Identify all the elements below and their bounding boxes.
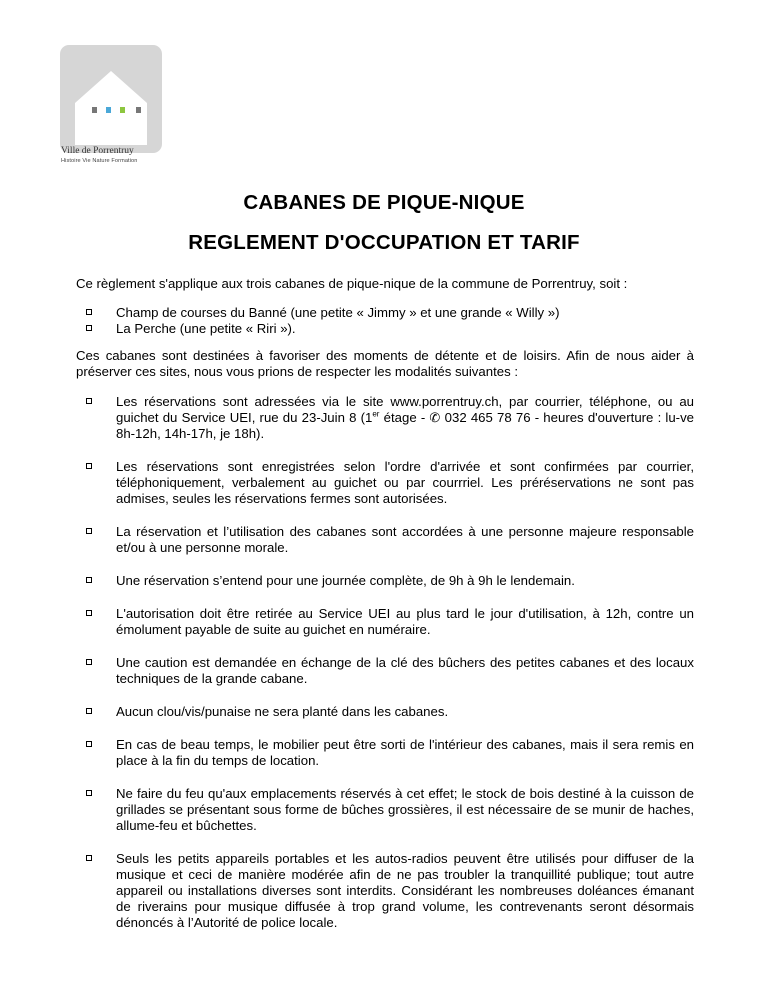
rule-item: Seuls les petits appareils portables et les autos-radios peuvent être utilisés pour diffuser de la musique et ceci de manière modérée afin de ne pas troubler la tranquillité publique; tout autre appareil ou installations diverses sont interdits. Considérant les nombreuses doléances émanant de riverains pour musique diffusée à trop grand volume, les contrevenants seront désormais dénoncés à l’Autorité de police locale. (76, 851, 694, 931)
checkbox-bullet-icon (86, 790, 92, 796)
checkbox-bullet-icon (86, 610, 92, 616)
page-subtitle: REGLEMENT D'OCCUPATION ET TARIF (188, 231, 580, 254)
logo-tagline: Histoire Vie Nature Formation (61, 158, 138, 164)
intro-paragraph: Ce règlement s'applique aux trois cabanes de pique-nique de la commune de Porrentruy, soit : (76, 276, 628, 291)
logo-grey-square (136, 107, 141, 113)
superscript: er (372, 409, 380, 419)
rule-item: Ne faire du feu qu'aux emplacements réservés à cet effet; le stock de bois destiné à la cuisson de grillades se présentant sous forme de bûches grossières, il est nécessaire de se munir de haches, allume-feu et bûchettes. (76, 786, 694, 834)
logo-blue-square (106, 107, 111, 113)
document-body (76, 276, 694, 948)
rule-item: Les réservations sont enregistrées selon l'ordre d'arrivée et sont confirmées par courrier, téléphoniquement, verbalement au guichet ou par courrriel. Les préréservations ne sont pas admises, seules les réservations fermes sont autorisées. (76, 459, 694, 507)
checkbox-bullet-icon (86, 309, 92, 315)
checkbox-bullet-icon (86, 855, 92, 861)
checkbox-bullet-icon (86, 398, 92, 404)
rule-item (76, 394, 694, 442)
checkbox-bullet-icon (86, 463, 92, 469)
page-title: CABANES DE PIQUE-NIQUE (243, 191, 525, 214)
intro-paragraph-2: Ces cabanes sont destinées à favoriser des moments de détente et de loisirs. Afin de nous aider à préserver ces sites, nous vous prions de respecter les modalités suivantes : (76, 348, 694, 379)
rule-item: Une caution est demandée en échange de la clé des bûchers des petites cabanes et des locaux techniques de la grande cabane. (76, 655, 694, 687)
rule-item: L'autorisation doit être retirée au Service UEI au plus tard le jour d'utilisation, à 12h, contre un émolument payable de suite au guichet en numéraire. (76, 606, 694, 638)
rule-item: Une réservation s’entend pour une journée complète, de 9h à 9h le lendemain. (76, 573, 694, 589)
checkbox-bullet-icon (86, 708, 92, 714)
checkbox-bullet-icon (86, 577, 92, 583)
locations-list (76, 305, 694, 337)
checkbox-bullet-icon (86, 325, 92, 331)
logo-town-name: Ville de Porrentruy (61, 146, 134, 156)
town-logo (57, 38, 175, 171)
rule-item: En cas de beau temps, le mobilier peut être sorti de l'intérieur des cabanes, mais il sera remis en place à la fin du temps de location. (76, 737, 694, 769)
checkbox-bullet-icon (86, 659, 92, 665)
rule-item: Aucun clou/vis/punaise ne sera planté dans les cabanes. (76, 704, 694, 720)
list-item: Champ de courses du Banné (une petite « Jimmy » et une grande « Willy ») (76, 305, 694, 321)
rule-text-part: étage - ✆ 032 465 78 76 - heures d'ouverture : lu-ve 8h-12h, 14h-17h, je 18h). (116, 410, 694, 441)
checkbox-bullet-icon (86, 528, 92, 534)
checkbox-bullet-icon (86, 741, 92, 747)
rule-text-part: Les réservations sont adressées via le site www.porrentruy.ch, par courrier, téléphone, ou au guichet du Service UEI, rue du 23-Juin 8 (1 (116, 394, 694, 425)
rules-list (76, 394, 694, 931)
house-logo-icon (60, 45, 162, 145)
logo-green-square (120, 107, 125, 113)
logo-grey-square (92, 107, 97, 113)
rule-item: La réservation et l’utilisation des cabanes sont accordées à une personne majeure responsable et/ou à une personne morale. (76, 524, 694, 556)
list-item: La Perche (une petite « Riri »). (76, 321, 694, 337)
